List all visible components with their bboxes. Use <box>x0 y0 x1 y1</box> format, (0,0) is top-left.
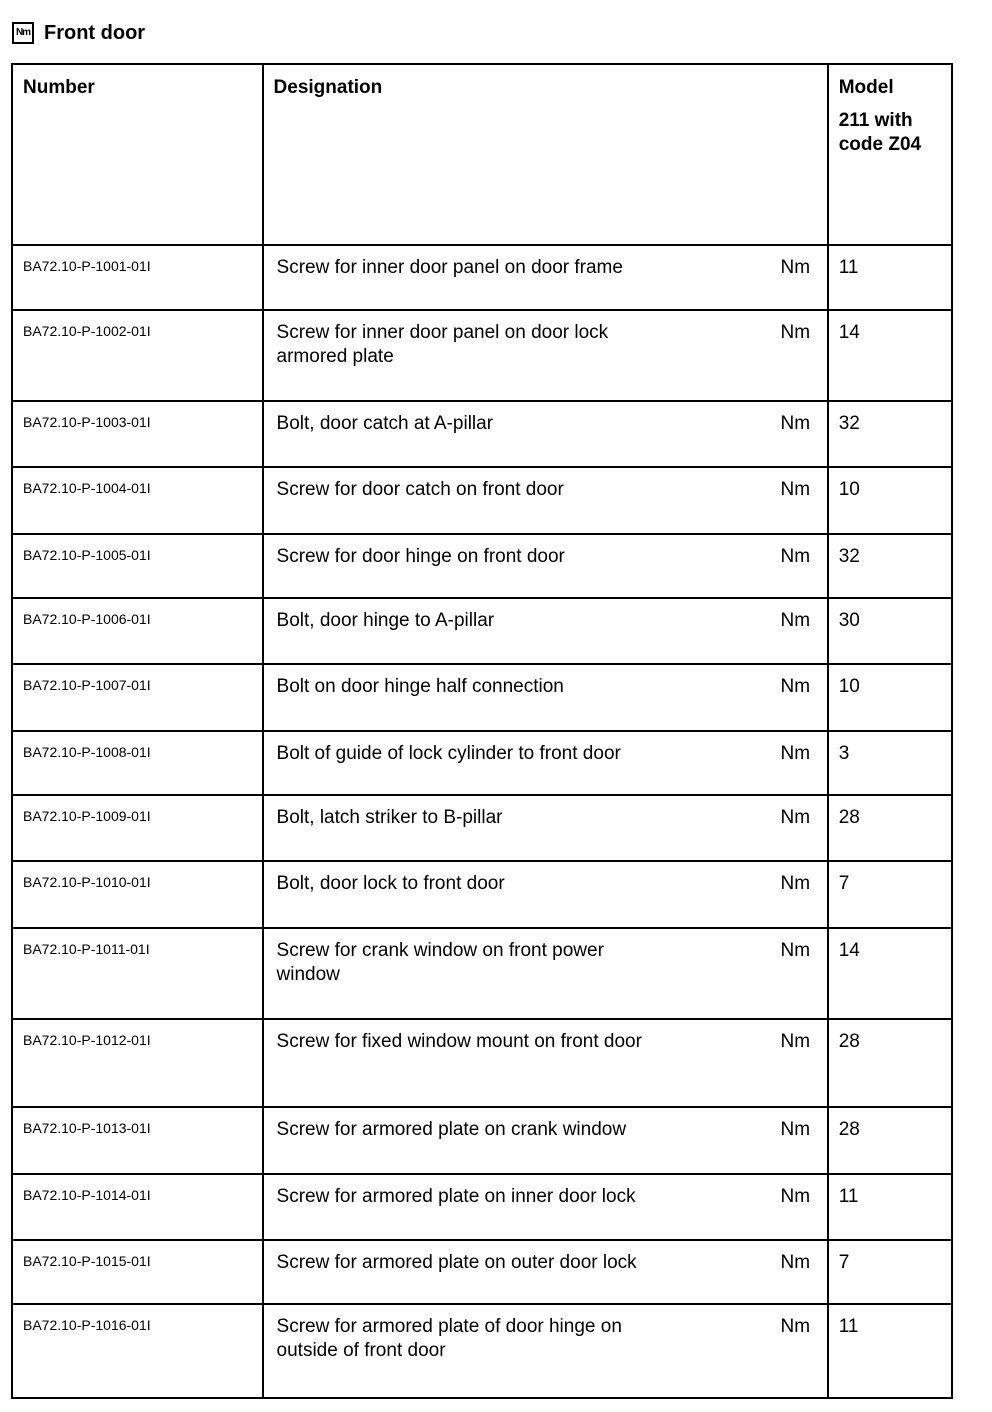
table-row <box>12 598 952 664</box>
row-value-cell <box>828 401 952 467</box>
row-value-cell <box>828 1107 952 1174</box>
row-torque-value: 28 <box>838 807 860 828</box>
row-number-cell <box>12 401 263 467</box>
table-row <box>12 928 952 1019</box>
row-number: BA72.10-P-1014-01I <box>23 1187 151 1203</box>
row-designation: Screw for armored plate on outer door lock <box>276 1252 637 1273</box>
row-designation-cell <box>263 1304 828 1398</box>
row-value-cell <box>828 1240 952 1304</box>
row-designation: Bolt, door hinge to A-pillar <box>276 610 495 631</box>
row-torque-value: 32 <box>838 546 860 567</box>
row-number: BA72.10-P-1008-01I <box>23 744 151 760</box>
table-row <box>12 1240 952 1304</box>
row-designation-cell <box>263 664 828 731</box>
row-torque-value: 14 <box>838 940 860 961</box>
row-torque-value: 7 <box>838 1252 850 1273</box>
row-number-cell <box>12 795 263 861</box>
row-unit: Nm <box>780 807 811 828</box>
table-row <box>12 1174 952 1240</box>
table-row <box>12 401 952 467</box>
page-title: Front door <box>44 21 146 44</box>
row-torque-value: 11 <box>838 257 859 278</box>
row-designation-cell <box>263 401 828 467</box>
row-value-cell <box>828 245 952 310</box>
row-number-cell <box>12 245 263 310</box>
row-designation-cell <box>263 795 828 861</box>
row-designation: Bolt of guide of lock cylinder to front door <box>276 743 621 764</box>
row-designation: Screw for inner door panel on door lock armored plate <box>276 322 609 367</box>
row-number: BA72.10-P-1011-01I <box>23 941 150 957</box>
table-row <box>12 1304 952 1398</box>
row-value-cell <box>828 731 952 795</box>
row-number-cell <box>12 664 263 731</box>
row-designation: Screw for crank window on front power window <box>276 940 604 985</box>
row-unit: Nm <box>780 1031 811 1052</box>
row-torque-value: 10 <box>838 676 860 697</box>
row-unit: Nm <box>780 413 811 434</box>
row-unit: Nm <box>780 1186 811 1207</box>
row-unit: Nm <box>780 743 811 764</box>
row-value-cell <box>828 1174 952 1240</box>
row-designation: Screw for inner door panel on door frame <box>276 257 623 278</box>
row-designation-cell <box>263 861 828 928</box>
row-number-cell <box>12 467 263 534</box>
page-header <box>12 18 145 48</box>
row-designation-cell <box>263 1174 828 1240</box>
row-designation: Bolt, door catch at A-pillar <box>276 413 494 434</box>
row-designation: Screw for armored plate of door hinge on outside of front door <box>276 1316 622 1361</box>
row-designation: Screw for armored plate on crank window <box>276 1119 627 1140</box>
row-number: BA72.10-P-1009-01I <box>23 808 151 824</box>
row-torque-value: 30 <box>838 610 860 631</box>
row-number-cell <box>12 1107 263 1174</box>
row-designation-cell <box>263 467 828 534</box>
row-number: BA72.10-P-1007-01I <box>23 677 151 693</box>
row-designation-cell <box>263 928 828 1019</box>
column-header-number: Number <box>12 64 263 245</box>
table-row <box>12 795 952 861</box>
row-torque-value: 14 <box>838 322 860 343</box>
row-number-cell <box>12 598 263 664</box>
row-unit: Nm <box>780 610 811 631</box>
row-number-cell <box>12 310 263 401</box>
row-designation-cell <box>263 1019 828 1107</box>
row-designation: Bolt, door lock to front door <box>276 873 505 894</box>
row-unit: Nm <box>780 1119 811 1140</box>
torque-table <box>11 63 953 1399</box>
row-unit: Nm <box>780 322 811 343</box>
row-torque-value: 32 <box>838 413 860 434</box>
row-number: BA72.10-P-1016-01I <box>23 1317 151 1333</box>
model-sublabel: 211 with code Z04 <box>838 110 922 155</box>
row-designation-cell <box>263 1240 828 1304</box>
row-value-cell <box>828 795 952 861</box>
table-row <box>12 534 952 598</box>
row-value-cell <box>828 598 952 664</box>
row-value-cell <box>828 467 952 534</box>
row-designation-cell <box>263 731 828 795</box>
torque-nm-icon: Nm <box>12 22 34 44</box>
row-torque-value: 28 <box>838 1119 860 1140</box>
column-header-model <box>828 64 952 245</box>
row-value-cell <box>828 1304 952 1398</box>
table-row <box>12 310 952 401</box>
table-row <box>12 1019 952 1107</box>
row-designation: Bolt on door hinge half connection <box>276 676 564 697</box>
row-number: BA72.10-P-1002-01I <box>23 323 151 339</box>
row-value-cell <box>828 534 952 598</box>
row-torque-value: 11 <box>838 1316 859 1337</box>
row-unit: Nm <box>780 1316 811 1337</box>
model-label: Model <box>838 77 894 98</box>
row-value-cell <box>828 861 952 928</box>
row-number: BA72.10-P-1004-01I <box>23 480 151 496</box>
row-value-cell <box>828 1019 952 1107</box>
row-unit: Nm <box>780 479 811 500</box>
table-row <box>12 245 952 310</box>
row-unit: Nm <box>780 940 811 961</box>
row-torque-value: 11 <box>838 1186 859 1207</box>
row-number: BA72.10-P-1010-01I <box>23 874 151 890</box>
row-number-cell <box>12 534 263 598</box>
row-torque-value: 7 <box>838 873 850 894</box>
row-torque-value: 3 <box>838 743 850 764</box>
row-designation-cell <box>263 534 828 598</box>
row-number: BA72.10-P-1013-01I <box>23 1120 151 1136</box>
row-number: BA72.10-P-1003-01I <box>23 414 151 430</box>
row-number: BA72.10-P-1012-01I <box>23 1032 151 1048</box>
row-number-cell <box>12 731 263 795</box>
row-number-cell <box>12 1240 263 1304</box>
row-value-cell <box>828 310 952 401</box>
row-number-cell <box>12 1019 263 1107</box>
row-value-cell <box>828 664 952 731</box>
row-designation: Screw for fixed window mount on front door <box>276 1031 642 1052</box>
row-number: BA72.10-P-1015-01I <box>23 1253 151 1269</box>
row-number-cell <box>12 1174 263 1240</box>
row-designation-cell <box>263 598 828 664</box>
row-torque-value: 10 <box>838 479 860 500</box>
row-number: BA72.10-P-1001-01I <box>23 258 151 274</box>
row-torque-value: 28 <box>838 1031 860 1052</box>
table-row <box>12 664 952 731</box>
row-unit: Nm <box>780 257 811 278</box>
row-designation: Screw for armored plate on inner door lock <box>276 1186 636 1207</box>
row-unit: Nm <box>780 676 811 697</box>
row-designation-cell <box>263 1107 828 1174</box>
row-number-cell <box>12 1304 263 1398</box>
row-number: BA72.10-P-1005-01I <box>23 547 151 563</box>
column-header-designation: Designation <box>263 64 828 245</box>
row-unit: Nm <box>780 1252 811 1273</box>
row-number: BA72.10-P-1006-01I <box>23 611 151 627</box>
row-unit: Nm <box>780 873 811 894</box>
row-designation-cell <box>263 310 828 401</box>
table-row <box>12 861 952 928</box>
row-value-cell <box>828 928 952 1019</box>
table-header-row <box>12 64 952 245</box>
row-number-cell <box>12 861 263 928</box>
row-unit: Nm <box>780 546 811 567</box>
table-row <box>12 467 952 534</box>
row-number-cell <box>12 928 263 1019</box>
table-row <box>12 731 952 795</box>
row-designation-cell <box>263 245 828 310</box>
row-designation: Bolt, latch striker to B-pillar <box>276 807 503 828</box>
row-designation: Screw for door catch on front door <box>276 479 564 500</box>
row-designation: Screw for door hinge on front door <box>276 546 565 567</box>
table-row <box>12 1107 952 1174</box>
